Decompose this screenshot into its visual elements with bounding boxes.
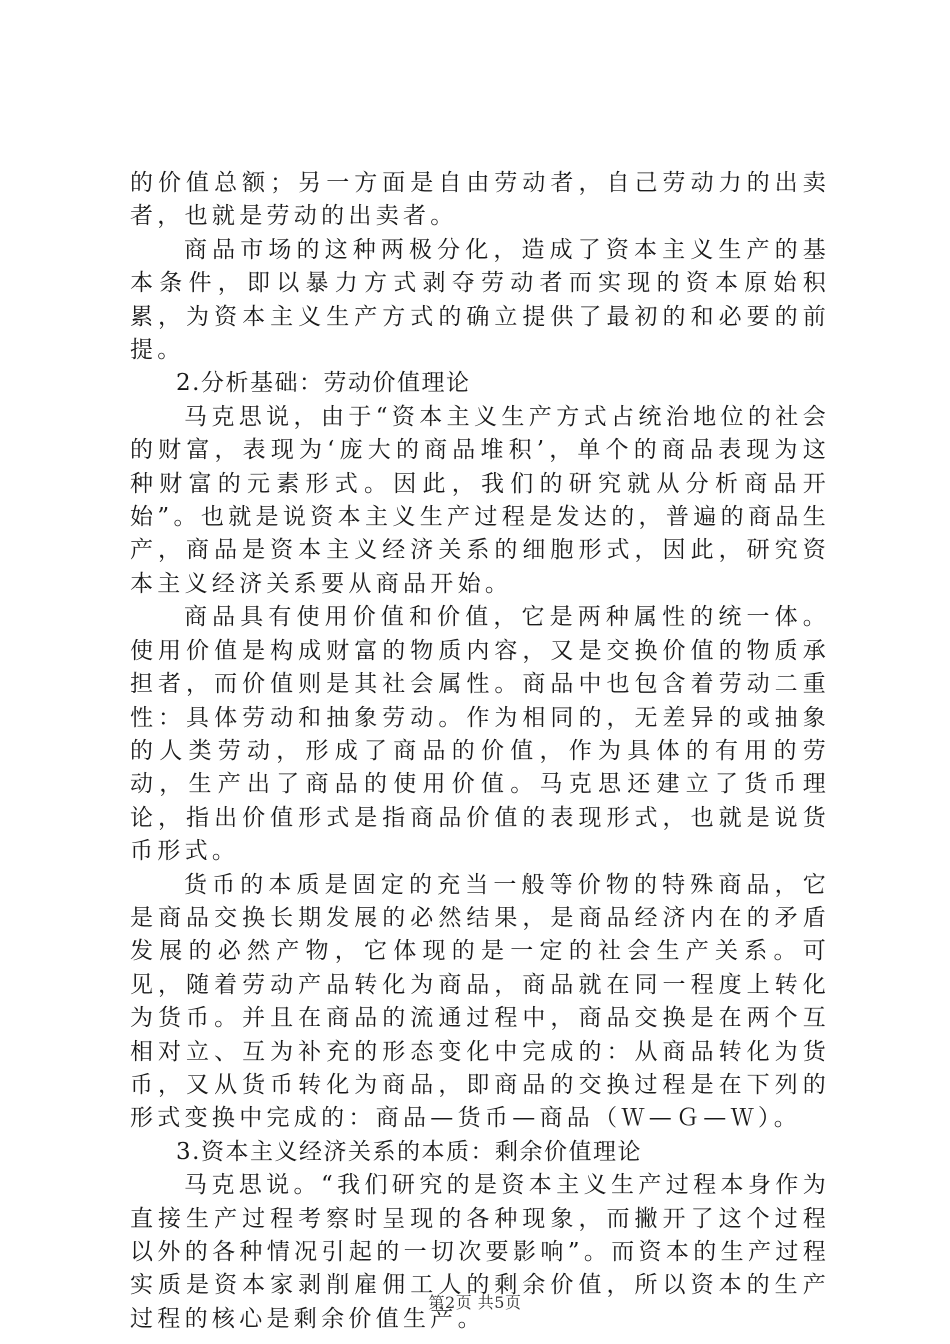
page-number-label: 第2页 共5页 bbox=[428, 1293, 522, 1312]
section-heading-labor-value: 2.分析基础：劳动价值理论 bbox=[176, 370, 471, 397]
paragraph-commodity-analysis: 马克思说，由于“资本主义生产方式占统治地位的社会的财富，表现为‘庞大的商品堆积’，单个的商品表现为这种财富的元素形式。因此，我们的研究就从分析商品开始”。也就是说资本主义生产过程是发达的，普遍的商品生产，商品是资本主义经济关系的细胞形式，因此，研究资本主义经济关系要从商品开始。 bbox=[130, 403, 830, 597]
document-body bbox=[130, 167, 830, 1336]
paragraph-money-essence: 货币的本质是固定的充当一般等价物的特殊商品，它是商品交换长期发展的必然结果，是商品经济内在的矛盾发展的必然产物，它体现的是一定的社会生产关系。可见，随着劳动产品转化为商品，商品就在同一程度上转化为货币。并且在商品的流通过程中，商品交换是在两个互相对立、互为补充的形态变化中完成的：从商品转化为货币，又从货币转化为商品，即商品的交换过程是在下列的形式变换中完成的：商品—货币—商品（Ｗ—Ｇ—Ｗ）。 bbox=[130, 871, 830, 1132]
paragraph-production-process: 马克思说。“我们研究的是资本主义生产过程本身作为直接生产过程考察时呈现的各种现象，而撇开了这个过程以外的各种情况引起的一切次要影响”。而资本的生产过程实质是资本家剥削雇佣工人的剩余价值，所以资本的生产过程的核心是剩余价值生产。 bbox=[130, 1172, 830, 1332]
paragraph-use-value: 商品具有使用价值和价值，它是两种属性的统一体。使用价值是构成财富的物质内容，又是交换价值的物质承担者，而价值则是其社会属性。商品中也包含着劳动二重性：具体劳动和抽象劳动。作为相同的，无差异的或抽象的人类劳动，形成了商品的价值，作为具体的有用的劳动，生产出了商品的使用价值。马克思还建立了货币理论，指出价值形式是指商品价值的表现形式，也就是说货币形式。 bbox=[130, 604, 830, 865]
section-heading-surplus-value: 3.资本主义经济关系的本质：剩余价值理论 bbox=[176, 1138, 642, 1165]
page-footer bbox=[0, 1290, 950, 1313]
paragraph-market-polarization: 商品市场的这种两极分化，造成了资本主义生产的基本条件，即以暴力方式剥夺劳动者而实现的资本原始积累，为资本主义生产方式的确立提供了最初的和必要的前提。 bbox=[130, 236, 830, 364]
paragraph-continuation: 的价值总额；另一方面是自由劳动者，自己劳动力的出卖者，也就是劳动的出卖者。 bbox=[130, 170, 830, 230]
